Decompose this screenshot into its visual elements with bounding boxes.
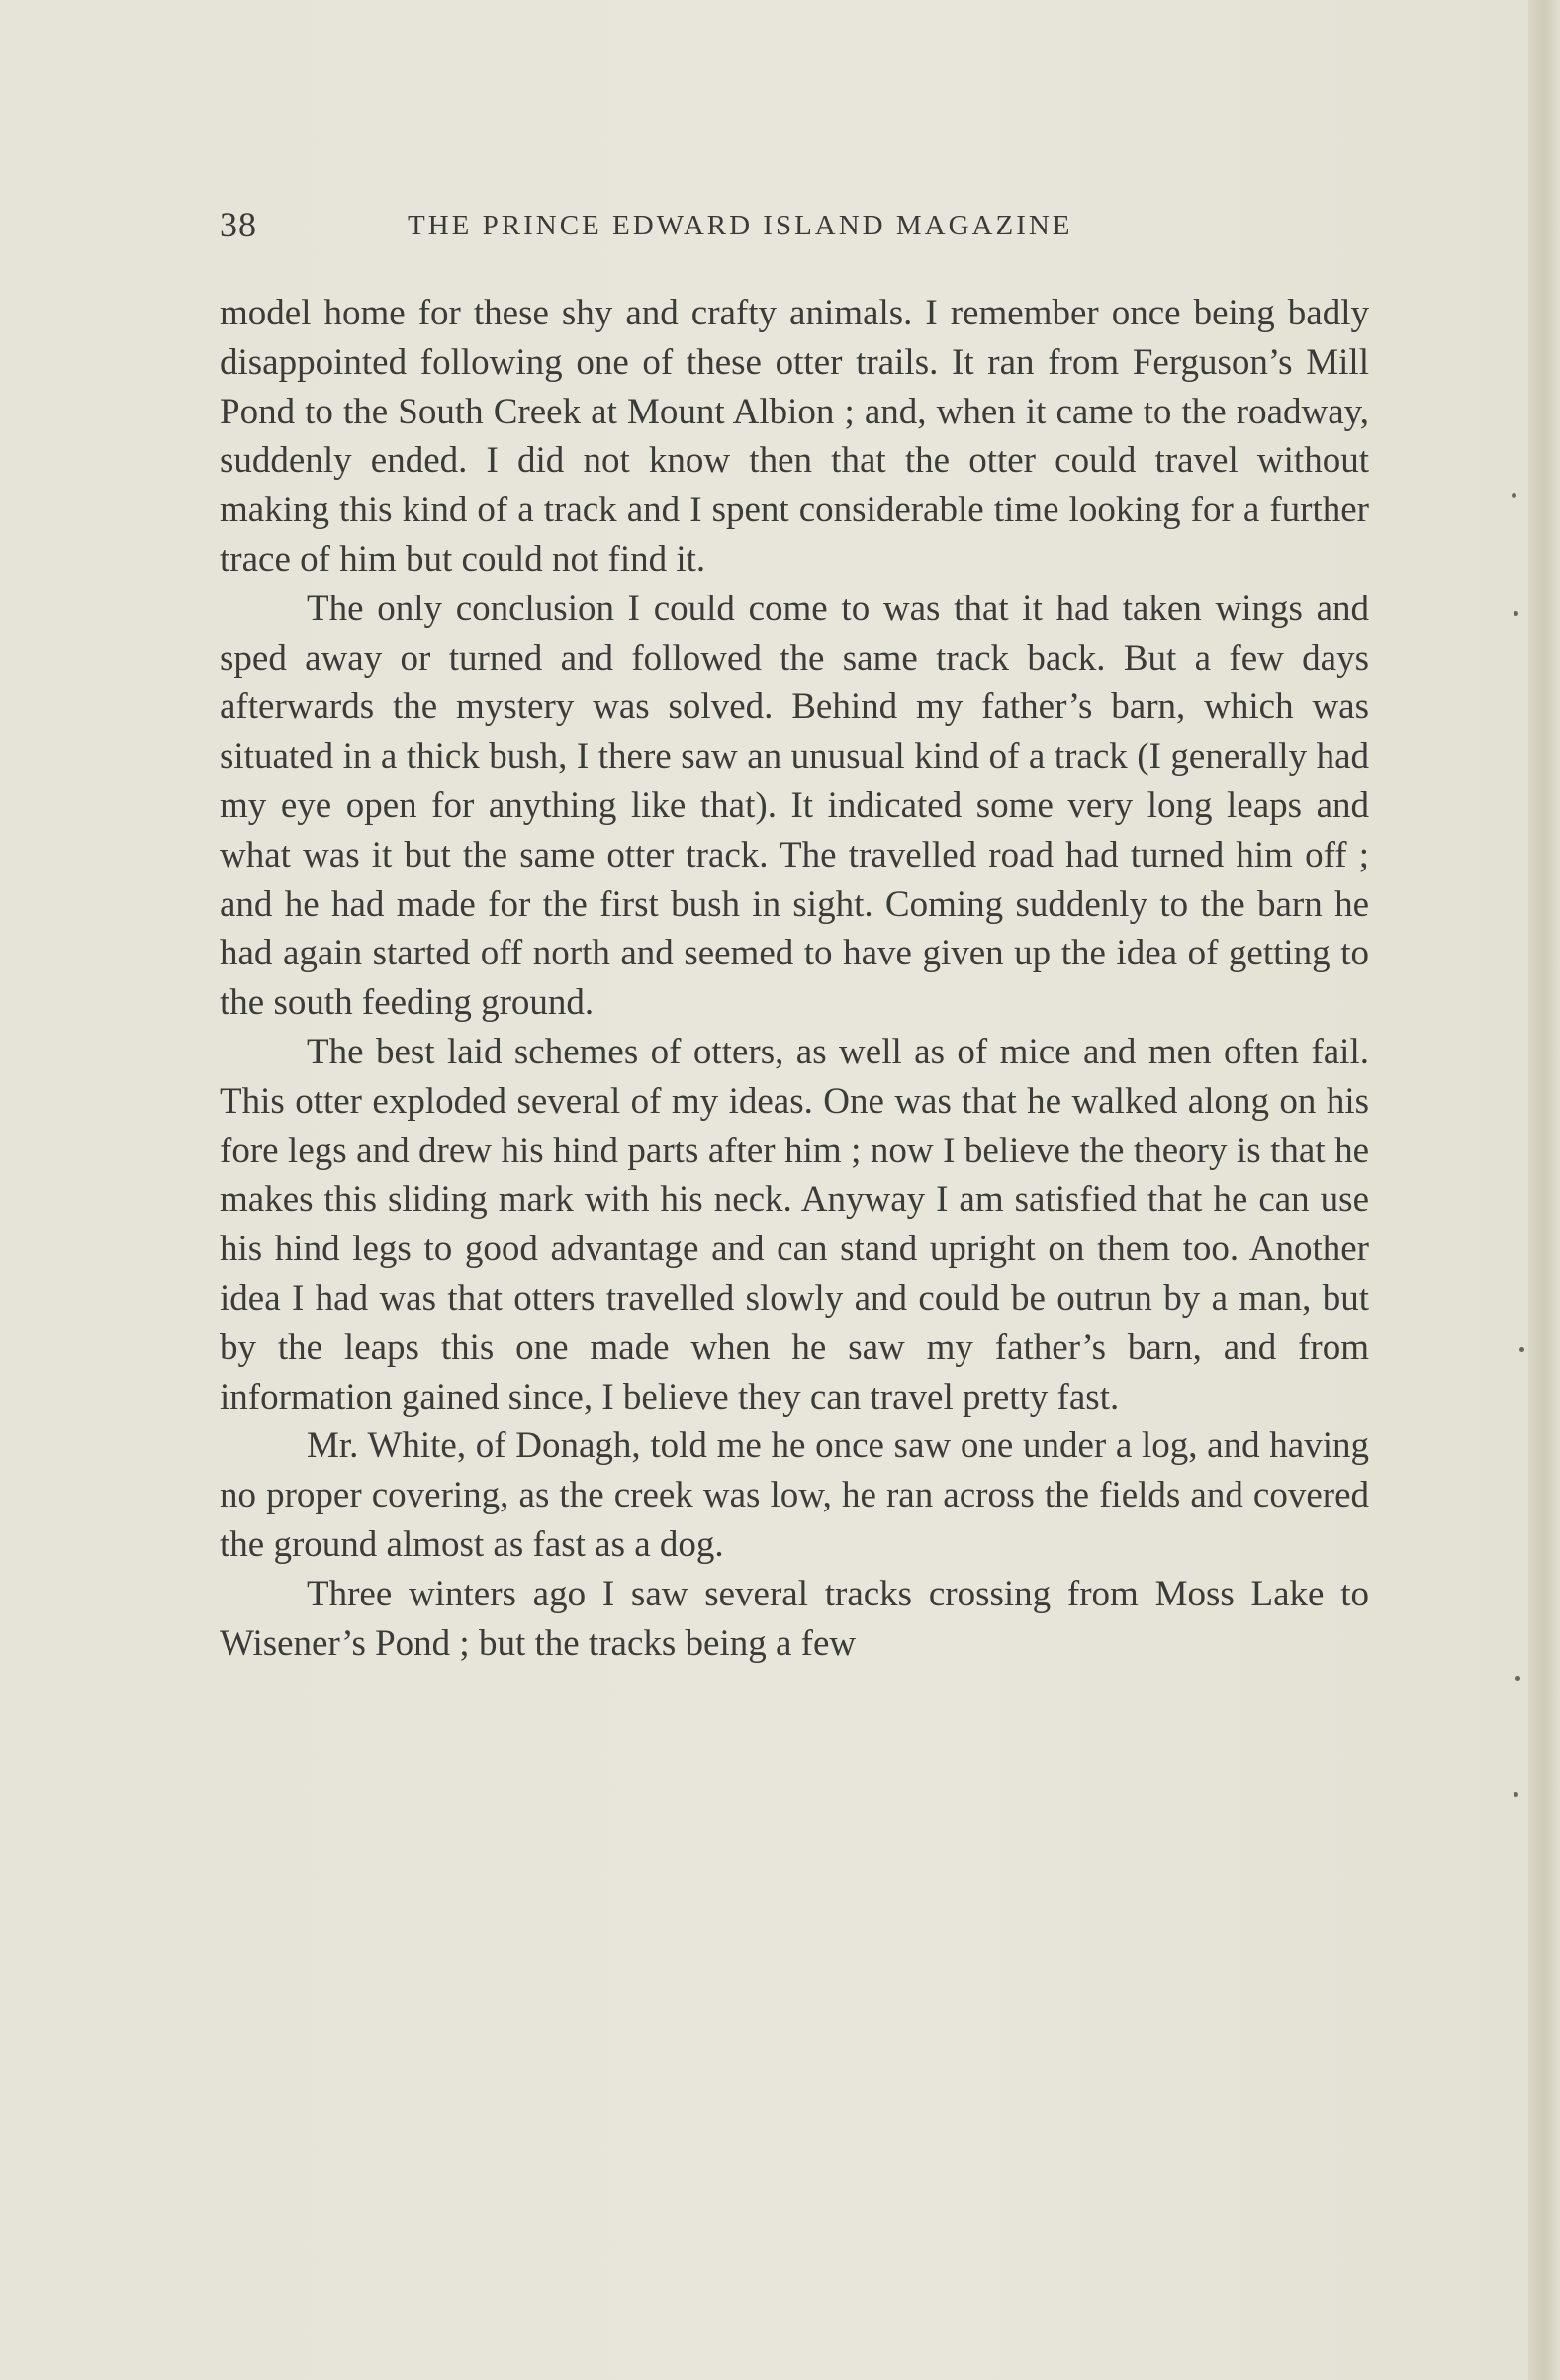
paragraph-4: Mr. White, of Donagh, told me he once saw one under a log, and having no proper covering, as the creek was low, he ran across the fields and covered the ground almost as fast as a dog. [220, 1425, 1369, 1565]
margin-speck [1515, 1676, 1520, 1681]
paragraph-1: model home for these shy and crafty animals. I remember once being badly disappointed following one of these otter trails. It ran from Ferguson’s Mill Pond to the South Creek at Mount Albion ; and, when it came to the roadway, suddenly ended. I did not know then that the otter could travel without making this kind of a track and I spent considerable time looking for a further trace of him but could not find it. [220, 293, 1369, 580]
article-body [220, 289, 1369, 1668]
margin-speck [1519, 1347, 1524, 1352]
magazine-title: THE PRINCE EDWARD ISLAND MAGAZINE [408, 210, 1073, 241]
paragraph-3: The best laid schemes of otters, as well as of mice and men often fail. This otter exploded several of my ideas. One was that he walked along on his fore legs and drew his hind parts after him ; now I believe the theory is that he makes this sliding mark with his neck. Anyway I am satisfied that he can use his hind legs to good advantage and can stand upright on them too. Another idea I had was that otters travelled slowly and could be outrun by a man, but by the leaps this one made when he saw my father’s barn, and from information gained since, I believe they can travel pretty fast. [220, 1031, 1369, 1418]
page-edge [1528, 0, 1560, 2380]
margin-speck [1514, 611, 1518, 616]
paragraph-5: Three winters ago I saw several tracks crossing from Moss Lake to Wisener’s Pond ; but the tracks being a few [220, 1573, 1369, 1664]
page-number: 38 [220, 205, 257, 244]
running-head [220, 204, 1367, 253]
margin-speck [1512, 493, 1516, 498]
margin-speck [1514, 1792, 1518, 1797]
paragraph-2: The only conclusion I could come to was that it had taken wings and sped away or turned and followed the same track back. But a few days afterwards the mystery was solved. Behind my father’s barn, which was situated in a thick bush, I there saw an unusual kind of a track (I generally had my eye open for anything like that). It indicated some very long leaps and what was it but the same otter track. The travelled road had turned him off ; and he had made for the first bush in sight. Coming suddenly to the barn he had again started off north and seemed to have given up the idea of getting to the south feeding ground. [220, 588, 1369, 1024]
